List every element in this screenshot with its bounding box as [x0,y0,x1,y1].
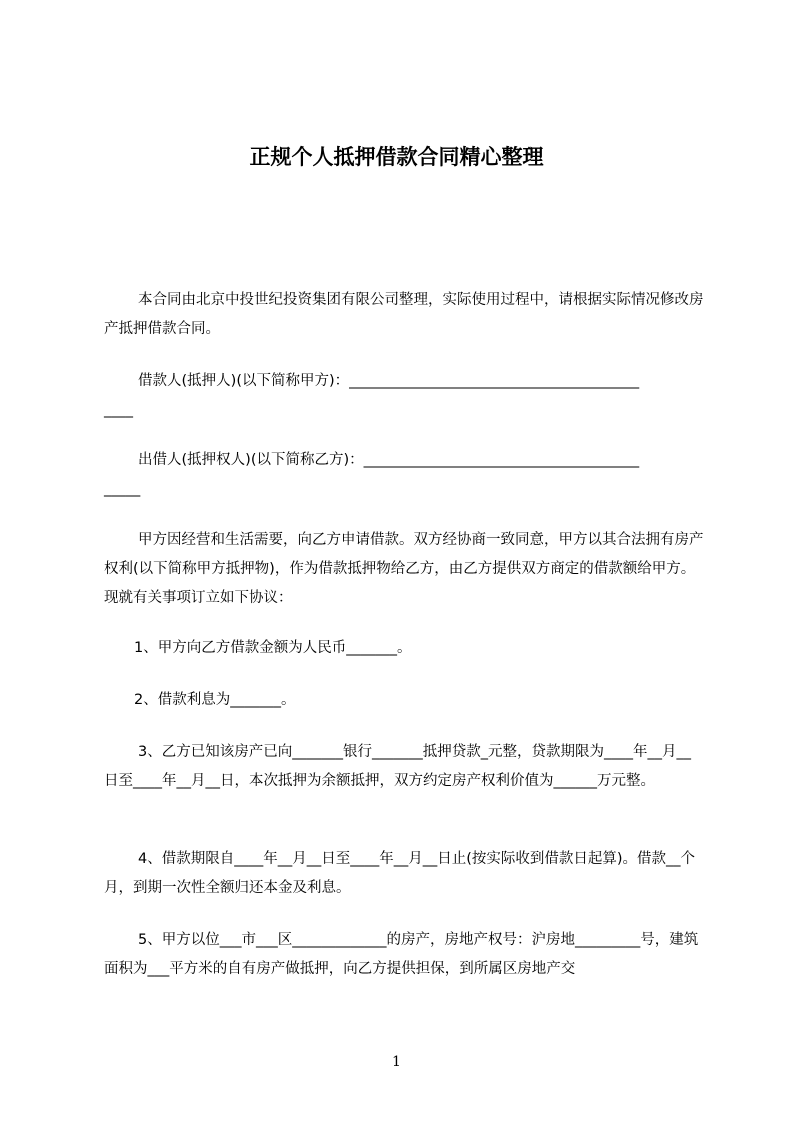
clause-2: 2、借款利息为_______。 [134,692,296,708]
clause-1: 1、甲方向乙方借款金额为人民币_______。 [134,640,412,656]
page-number: 1 [392,1054,401,1070]
borrower-line: 借款人(抵押人)(以下简称甲方)：________________________________________ [138,373,640,389]
preamble-paragraph: 甲方因经营和生活需要，向乙方申请借款。双方经协商一致同意，甲方以其合法拥有房产权利(以下简称甲方抵押物)，作为借款抵押物给乙方，由乙方提供双方商定的借款额给甲方。现就有关事项订立如下协议： [104,532,704,606]
borrower-line-tail: ____ [104,402,133,418]
document-title: 正规个人抵押借款合同精心整理 [249,145,544,169]
intro-paragraph: 本合同由北京中投世纪投资集团有限公司整理，实际使用过程中，请根据实际情况修改房产抵押借款合同。 [104,292,704,337]
clause-3: 3、乙方已知该房产已向_______银行_______抵押贷款_元整，贷款期限为____年__月__日至____年__月__日，本次抵押为余额抵押，双方约定房产权利价值为______万元整。 [104,744,691,789]
clause-5: 5、甲方以位___市___区_____________的房产，房地产权号：沪房地_________号，建筑面积为___平方米的自有房产做抵押，向乙方提供担保，到所属区房地产交 [104,932,699,977]
lender-line: 出借人(抵押权人)(以下简称乙方)：______________________________________ [138,452,640,468]
clause-4: 4、借款期限自____年__月__日至____年__月__日止(按实际收到借款日起算)。借款__个月，到期一次性全额归还本金及利息。 [104,851,696,896]
lender-line-tail: _____ [104,481,141,497]
